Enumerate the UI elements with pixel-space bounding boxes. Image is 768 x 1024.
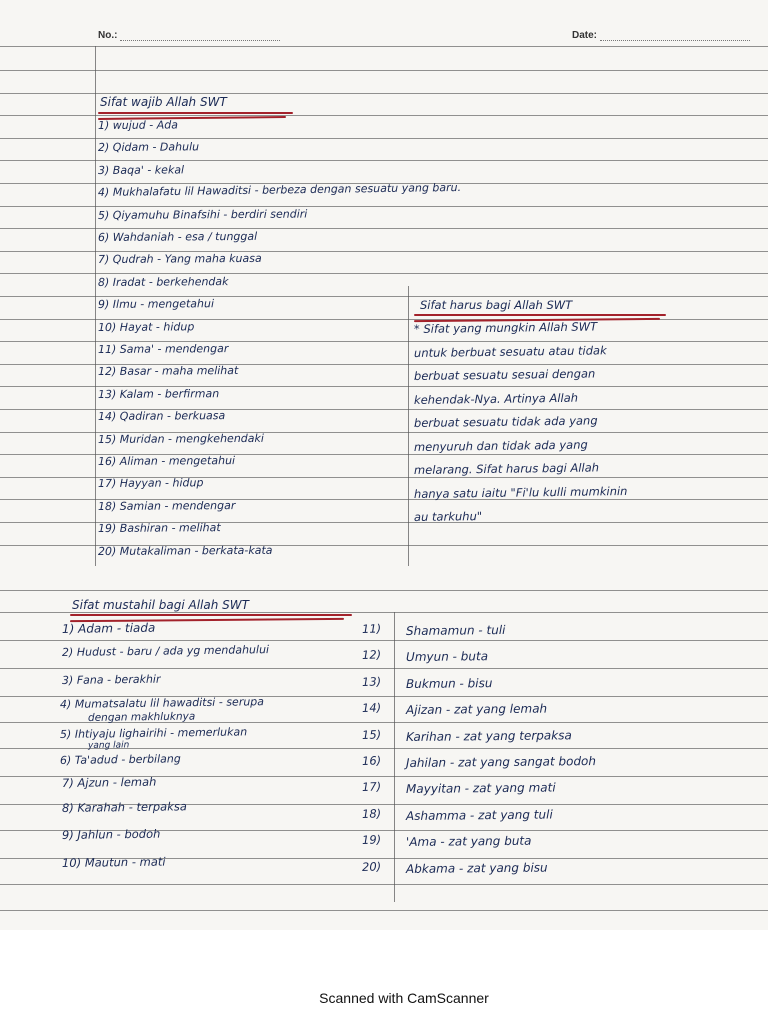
mustahil-left-item: 5) Ihtiyaju lighairihi - memerlukan	[59, 725, 248, 741]
mustahil-right-item: Mayyitan - zat yang mati	[405, 780, 556, 797]
harus-line: hanya satu iaitu "Fi'lu kulli mumkinin	[413, 483, 628, 501]
mustahil-number: 18)	[361, 806, 382, 821]
header-rule	[0, 46, 768, 47]
mustahil-title-underline	[70, 614, 352, 616]
wajib-item: 19) Bashiran - melihat	[97, 521, 221, 536]
ruled-line	[0, 160, 768, 161]
mustahil-number: 13)	[361, 674, 382, 689]
wajib-item: 9) Ilmu - mengetahui	[97, 297, 215, 312]
mustahil-left-item: 8) Karahah - terpaksa	[61, 799, 187, 815]
mustahil-right-item: Ajizan - zat yang lemah	[405, 701, 548, 718]
mustahil-right-item: Jahilan - zat yang sangat bodoh	[405, 754, 597, 770]
wajib-item: 1) wujud - Ada	[97, 118, 179, 132]
date-dotted-line	[600, 32, 750, 41]
harus-title: Sifat harus bagi Allah SWT	[420, 298, 573, 312]
ruled-line	[0, 612, 768, 613]
ruled-line	[0, 668, 768, 669]
harus-line: * Sifat yang mungkin Allah SWT	[413, 319, 598, 336]
harus-line: au tarkuhu"	[413, 509, 483, 524]
harus-line: berbuat sesuatu sesuai dengan	[413, 366, 596, 383]
mustahil-number: 12)	[361, 647, 382, 663]
number-label: No.:	[98, 30, 118, 41]
ruled-line	[0, 115, 768, 116]
mustahil-left-item: dengan makhluknya	[87, 710, 196, 724]
number-field	[98, 30, 280, 41]
mustahil-right-item: Umyun - buta	[405, 649, 489, 665]
mustahil-number: 19)	[361, 832, 382, 848]
wajib-item: 12) Basar - maha melihat	[97, 364, 239, 379]
mustahil-number: 17)	[361, 779, 382, 795]
mustahil-right-item: Karihan - zat yang terpaksa	[405, 727, 572, 744]
mustahil-left-item: 9) Jahlun - bodoh	[61, 826, 161, 842]
mustahil-right-item: Bukmun - bisu	[405, 675, 493, 691]
ruled-line	[0, 910, 768, 911]
wajib-item: 2) Qidam - Dahulu	[97, 140, 200, 155]
wajib-item: 3) Baqa' - kekal	[97, 163, 185, 177]
mustahil-right-item: Shamamun - tuli	[405, 622, 506, 638]
mustahil-left-item: 3) Fana - berakhir	[61, 672, 161, 687]
mustahil-left-item: 4) Mumatsalatu lil hawaditsi - serupa	[59, 695, 265, 711]
ruled-line	[0, 296, 768, 297]
ruled-line	[0, 341, 768, 342]
ruled-line	[0, 251, 768, 252]
wajib-item: 15) Muridan - mengkehendaki	[97, 431, 264, 446]
mustahil-left-item: 2) Hudust - baru / ada yg mendahului	[61, 643, 270, 659]
mustahil-left-item: 10) Mautun - mati	[61, 854, 166, 870]
ruled-line	[0, 273, 768, 274]
mustahil-number: 11)	[361, 621, 382, 636]
date-label: Date:	[572, 30, 598, 41]
ruled-line	[0, 640, 768, 641]
mustahil-number: 16)	[361, 753, 382, 768]
mustahil-number: 14)	[361, 700, 382, 716]
harus-line: melarang. Sifat harus bagi Allah	[413, 460, 600, 477]
mustahil-number: 20)	[361, 858, 382, 874]
harus-line: menyuruh dan tidak ada yang	[413, 437, 588, 454]
ruled-line	[0, 70, 768, 71]
number-dotted-line	[120, 32, 280, 41]
mustahil-column-divider	[394, 612, 395, 902]
wajib-item: 18) Samian - mendengar	[97, 498, 236, 513]
mustahil-right-item: Ashamma - zat yang tuli	[405, 807, 553, 823]
wajib-item: 4) Mukhalafatu lil Hawaditsi - berbeza dengan sesuatu yang baru.	[97, 181, 462, 200]
harus-line: kehendak-Nya. Artinya Allah	[413, 390, 579, 407]
harus-box-divider	[408, 286, 409, 566]
wajib-item: 6) Wahdaniah - esa / tunggal	[97, 229, 258, 244]
mustahil-right-item: Abkama - zat yang bisu	[405, 860, 548, 876]
mustahil-number: 15)	[361, 726, 382, 742]
ruled-line	[0, 138, 768, 139]
harus-line: untuk berbuat sesuatu atau tidak	[413, 342, 607, 360]
ruled-line	[0, 590, 768, 591]
mustahil-title: Sifat mustahil bagi Allah SWT	[72, 598, 249, 612]
wajib-item: 10) Hayat - hidup	[97, 319, 195, 334]
ruled-line	[0, 206, 768, 207]
wajib-item: 8) Iradat - berkehendak	[97, 274, 229, 289]
scanner-watermark: Scanned with CamScanner	[319, 990, 489, 1006]
wajib-item: 13) Kalam - berfirman	[97, 386, 220, 401]
mustahil-left-item: 6) Ta'adud - berbilang	[59, 752, 181, 767]
wajib-item: 11) Sama' - mendengar	[97, 342, 229, 356]
date-field	[572, 30, 750, 41]
wajib-item: 14) Qadiran - berkuasa	[97, 409, 226, 424]
ruled-line	[0, 386, 768, 387]
harus-title-underline	[414, 314, 666, 316]
wajib-item: 7) Qudrah - Yang maha kuasa	[97, 252, 262, 267]
wajib-item: 20) Mutakaliman - berkata-kata	[97, 543, 273, 558]
harus-line: berbuat sesuatu tidak ada yang	[413, 413, 598, 430]
margin-line	[95, 46, 96, 566]
wajib-item: 16) Aliman - mengetahui	[97, 454, 236, 468]
mustahil-right-item: 'Ama - zat yang buta	[405, 833, 532, 850]
ruled-line	[0, 228, 768, 229]
wajib-item: 5) Qiyamuhu Binafsihi - berdiri sendiri	[97, 207, 308, 222]
ruled-line	[0, 93, 768, 94]
mustahil-left-item: 1) Adam - tiada	[61, 620, 156, 636]
mustahil-left-item: 7) Ajzun - lemah	[61, 774, 157, 790]
wajib-title: Sifat wajib Allah SWT	[100, 95, 227, 109]
wajib-title-underline	[98, 112, 293, 114]
wajib-item: 17) Hayyan - hidup	[97, 476, 204, 491]
ruled-line	[0, 884, 768, 885]
mustahil-left-item: yang lain	[87, 740, 130, 751]
